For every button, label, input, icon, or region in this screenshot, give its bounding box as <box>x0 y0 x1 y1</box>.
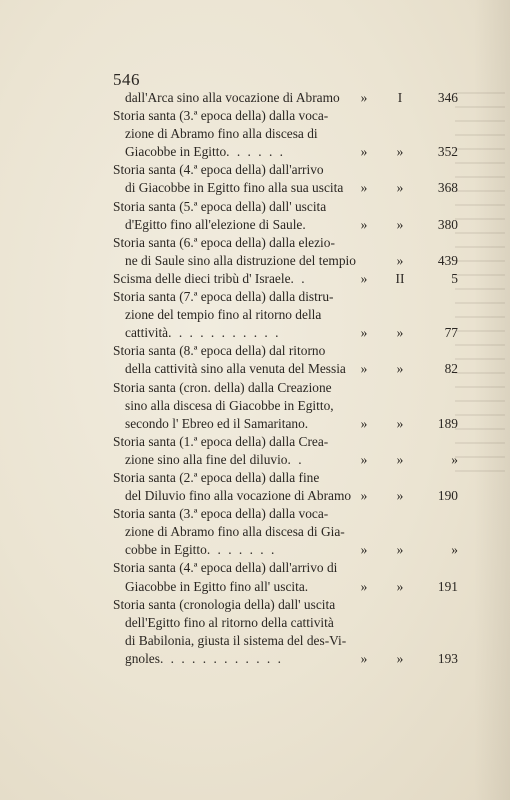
page-reference: 189 <box>437 415 458 431</box>
index-line <box>113 650 458 668</box>
index-line <box>113 596 458 614</box>
index-line <box>113 451 458 469</box>
entry-text: dall'Arca sino alla vocazione di Abramo <box>125 90 340 105</box>
ditto-mark: » <box>360 578 368 594</box>
entry-text: della cattività sino alla venuta del Messia <box>125 361 346 377</box>
index-line <box>113 89 458 107</box>
index-line <box>113 578 458 596</box>
volume-number: » <box>396 650 404 666</box>
volume-number: » <box>396 578 404 594</box>
page-reference: 77 <box>444 325 458 341</box>
volume-number: » <box>396 216 404 232</box>
leader-dots: . <box>304 578 311 594</box>
page-reference: 380 <box>437 216 458 232</box>
entry-text: Giacobbe in Egitto fino all' uscita <box>125 578 305 594</box>
leader-dots: . . <box>290 270 307 286</box>
entry-text: Scisma delle dieci tribù d' Israele <box>113 270 291 286</box>
entry-text: Storia santa (1.ª epoca della) dalla Crea- <box>113 433 329 449</box>
index-entry <box>113 596 458 668</box>
entry-text: dell'Egitto fino al ritorno della cattività <box>125 614 334 630</box>
page-reference: 352 <box>437 144 458 160</box>
entry-text: Giacobbe in Egitto <box>125 144 227 160</box>
volume-number: » <box>396 488 404 504</box>
entry-text: Storia santa (cronologia della) dall' uscita <box>113 596 336 612</box>
index-line <box>113 559 458 577</box>
entry-text: Storia santa (3.ª epoca della) dalla voca- <box>113 108 329 124</box>
show-through-text <box>455 80 505 640</box>
index-line <box>113 324 458 342</box>
page-reference: 346 <box>437 90 458 105</box>
entry-text: Storia santa (5.ª epoca della) dall' uscita <box>113 198 327 214</box>
ditto-mark: » <box>360 180 368 196</box>
ditto-mark: » <box>360 270 368 286</box>
index-entry <box>113 559 458 595</box>
leader-dots: . . <box>287 451 304 467</box>
index-entry <box>113 270 458 288</box>
ditto-mark: » <box>360 144 368 160</box>
entry-text: zione di Abramo fino alla discesa di <box>125 126 318 142</box>
entry-text: Storia santa (cron. della) dalla Creazione <box>113 379 332 395</box>
volume-number: » <box>396 451 404 467</box>
page-reference: 5 <box>451 270 458 286</box>
ditto-mark: » <box>360 361 368 377</box>
page-reference: 190 <box>437 488 458 504</box>
page-reference: 193 <box>437 650 458 666</box>
index-entry <box>113 342 458 378</box>
index-line <box>113 306 458 324</box>
page-reference: » <box>451 451 458 467</box>
index-line <box>113 505 458 523</box>
leader-dots: . . . . . . . . . . . . <box>159 650 283 666</box>
index-line <box>113 632 458 650</box>
entry-text: zione del tempio fino al ritorno della <box>125 307 322 323</box>
leader-dots: . <box>302 216 308 232</box>
volume-number: I <box>397 90 403 105</box>
index-entry <box>113 234 458 270</box>
index-line <box>113 433 458 451</box>
index-line <box>113 379 458 397</box>
volume-number: II <box>395 270 405 286</box>
entry-text: Storia santa (8.ª epoca della) dal ritorno <box>113 343 326 359</box>
index-line <box>113 523 458 541</box>
entry-text: Storia santa (4.ª epoca della) dall'arrivo di <box>113 560 338 576</box>
ditto-mark: » <box>360 650 368 666</box>
entry-text: di Babilonia, giusta il sistema del des-Vi- <box>125 632 347 648</box>
page-number: 546 <box>113 70 140 89</box>
volume-number: » <box>396 252 404 268</box>
entry-text: ne di Saule sino alla distruzione del tempio <box>125 252 356 268</box>
index-line <box>113 252 458 270</box>
index-line <box>113 541 458 559</box>
ditto-mark: » <box>360 451 368 467</box>
index-entry <box>113 288 458 342</box>
index-entry <box>113 505 458 559</box>
index-line <box>113 270 458 288</box>
index-line <box>113 360 458 378</box>
entry-text: del Diluvio fino alla vocazione di Abramo <box>125 488 352 504</box>
page-reference: 82 <box>444 361 458 377</box>
index-line <box>113 614 458 632</box>
index-entry <box>113 379 458 433</box>
volume-number: » <box>396 361 404 377</box>
entry-text: cobbe in Egitto <box>125 542 207 558</box>
index-line <box>113 179 458 197</box>
page-reference: 439 <box>437 252 458 268</box>
ditto-mark: » <box>360 542 368 558</box>
entry-text: Storia santa (2.ª epoca della) dalla fine <box>113 469 320 485</box>
ditto-mark: » <box>360 216 368 232</box>
index-entry <box>113 469 458 505</box>
ditto-mark: » <box>360 488 368 504</box>
entry-text: secondo l' Ebreo ed il Samaritano <box>125 415 305 431</box>
index-line <box>113 397 458 415</box>
entry-text: zione di Abramo fino alla discesa di Gia- <box>125 524 345 540</box>
entry-text: Storia santa (7.ª epoca della) dalla distru- <box>113 289 334 305</box>
index-entry <box>113 161 458 197</box>
volume-number: » <box>396 325 404 341</box>
index-line <box>113 161 458 179</box>
entry-text: gnoles <box>125 650 160 666</box>
volume-number: » <box>396 144 404 160</box>
index-line <box>113 198 458 216</box>
index-entry <box>113 89 458 107</box>
page-reference: 191 <box>437 578 458 594</box>
index-list <box>113 89 458 668</box>
ditto-mark: » <box>360 90 368 105</box>
volume-number: » <box>396 415 404 431</box>
leader-dots: . <box>304 415 311 431</box>
ditto-mark: » <box>360 415 368 431</box>
index-entry <box>113 433 458 469</box>
entry-text: zione sino alla fine del diluvio <box>125 451 288 467</box>
leader-dots: . . . . . . . . . . . <box>168 325 281 341</box>
page-reference: 368 <box>437 180 458 196</box>
leader-dots: . . . . . . . <box>206 542 277 558</box>
index-line <box>113 342 458 360</box>
index-line <box>113 107 458 125</box>
volume-number: » <box>396 180 404 196</box>
ditto-mark: » <box>360 325 368 341</box>
leader-dots: . . . . . . <box>226 144 285 160</box>
entry-text: Storia santa (3.ª epoca della) dalla voca- <box>113 506 329 522</box>
index-line <box>113 415 458 433</box>
index-entry <box>113 107 458 161</box>
entry-text: cattività <box>125 325 169 341</box>
page-reference: » <box>451 542 458 558</box>
index-line <box>113 143 458 161</box>
index-line <box>113 125 458 143</box>
volume-number: » <box>396 542 404 558</box>
index-line <box>113 216 458 234</box>
index-entry <box>113 198 458 234</box>
entry-text: Storia santa (4.ª epoca della) dall'arrivo <box>113 162 324 178</box>
index-line <box>113 234 458 252</box>
entry-text: d'Egitto fino all'elezione di Saule <box>125 216 303 232</box>
index-line <box>113 487 458 505</box>
entry-text: sino alla discesa di Giacobbe in Egitto, <box>125 397 334 413</box>
entry-text: Storia santa (6.ª epoca della) dalla elezio- <box>113 234 335 250</box>
entry-text: di Giacobbe in Egitto fino alla sua uscita <box>125 180 344 196</box>
index-line <box>113 288 458 306</box>
index-line <box>113 469 458 487</box>
